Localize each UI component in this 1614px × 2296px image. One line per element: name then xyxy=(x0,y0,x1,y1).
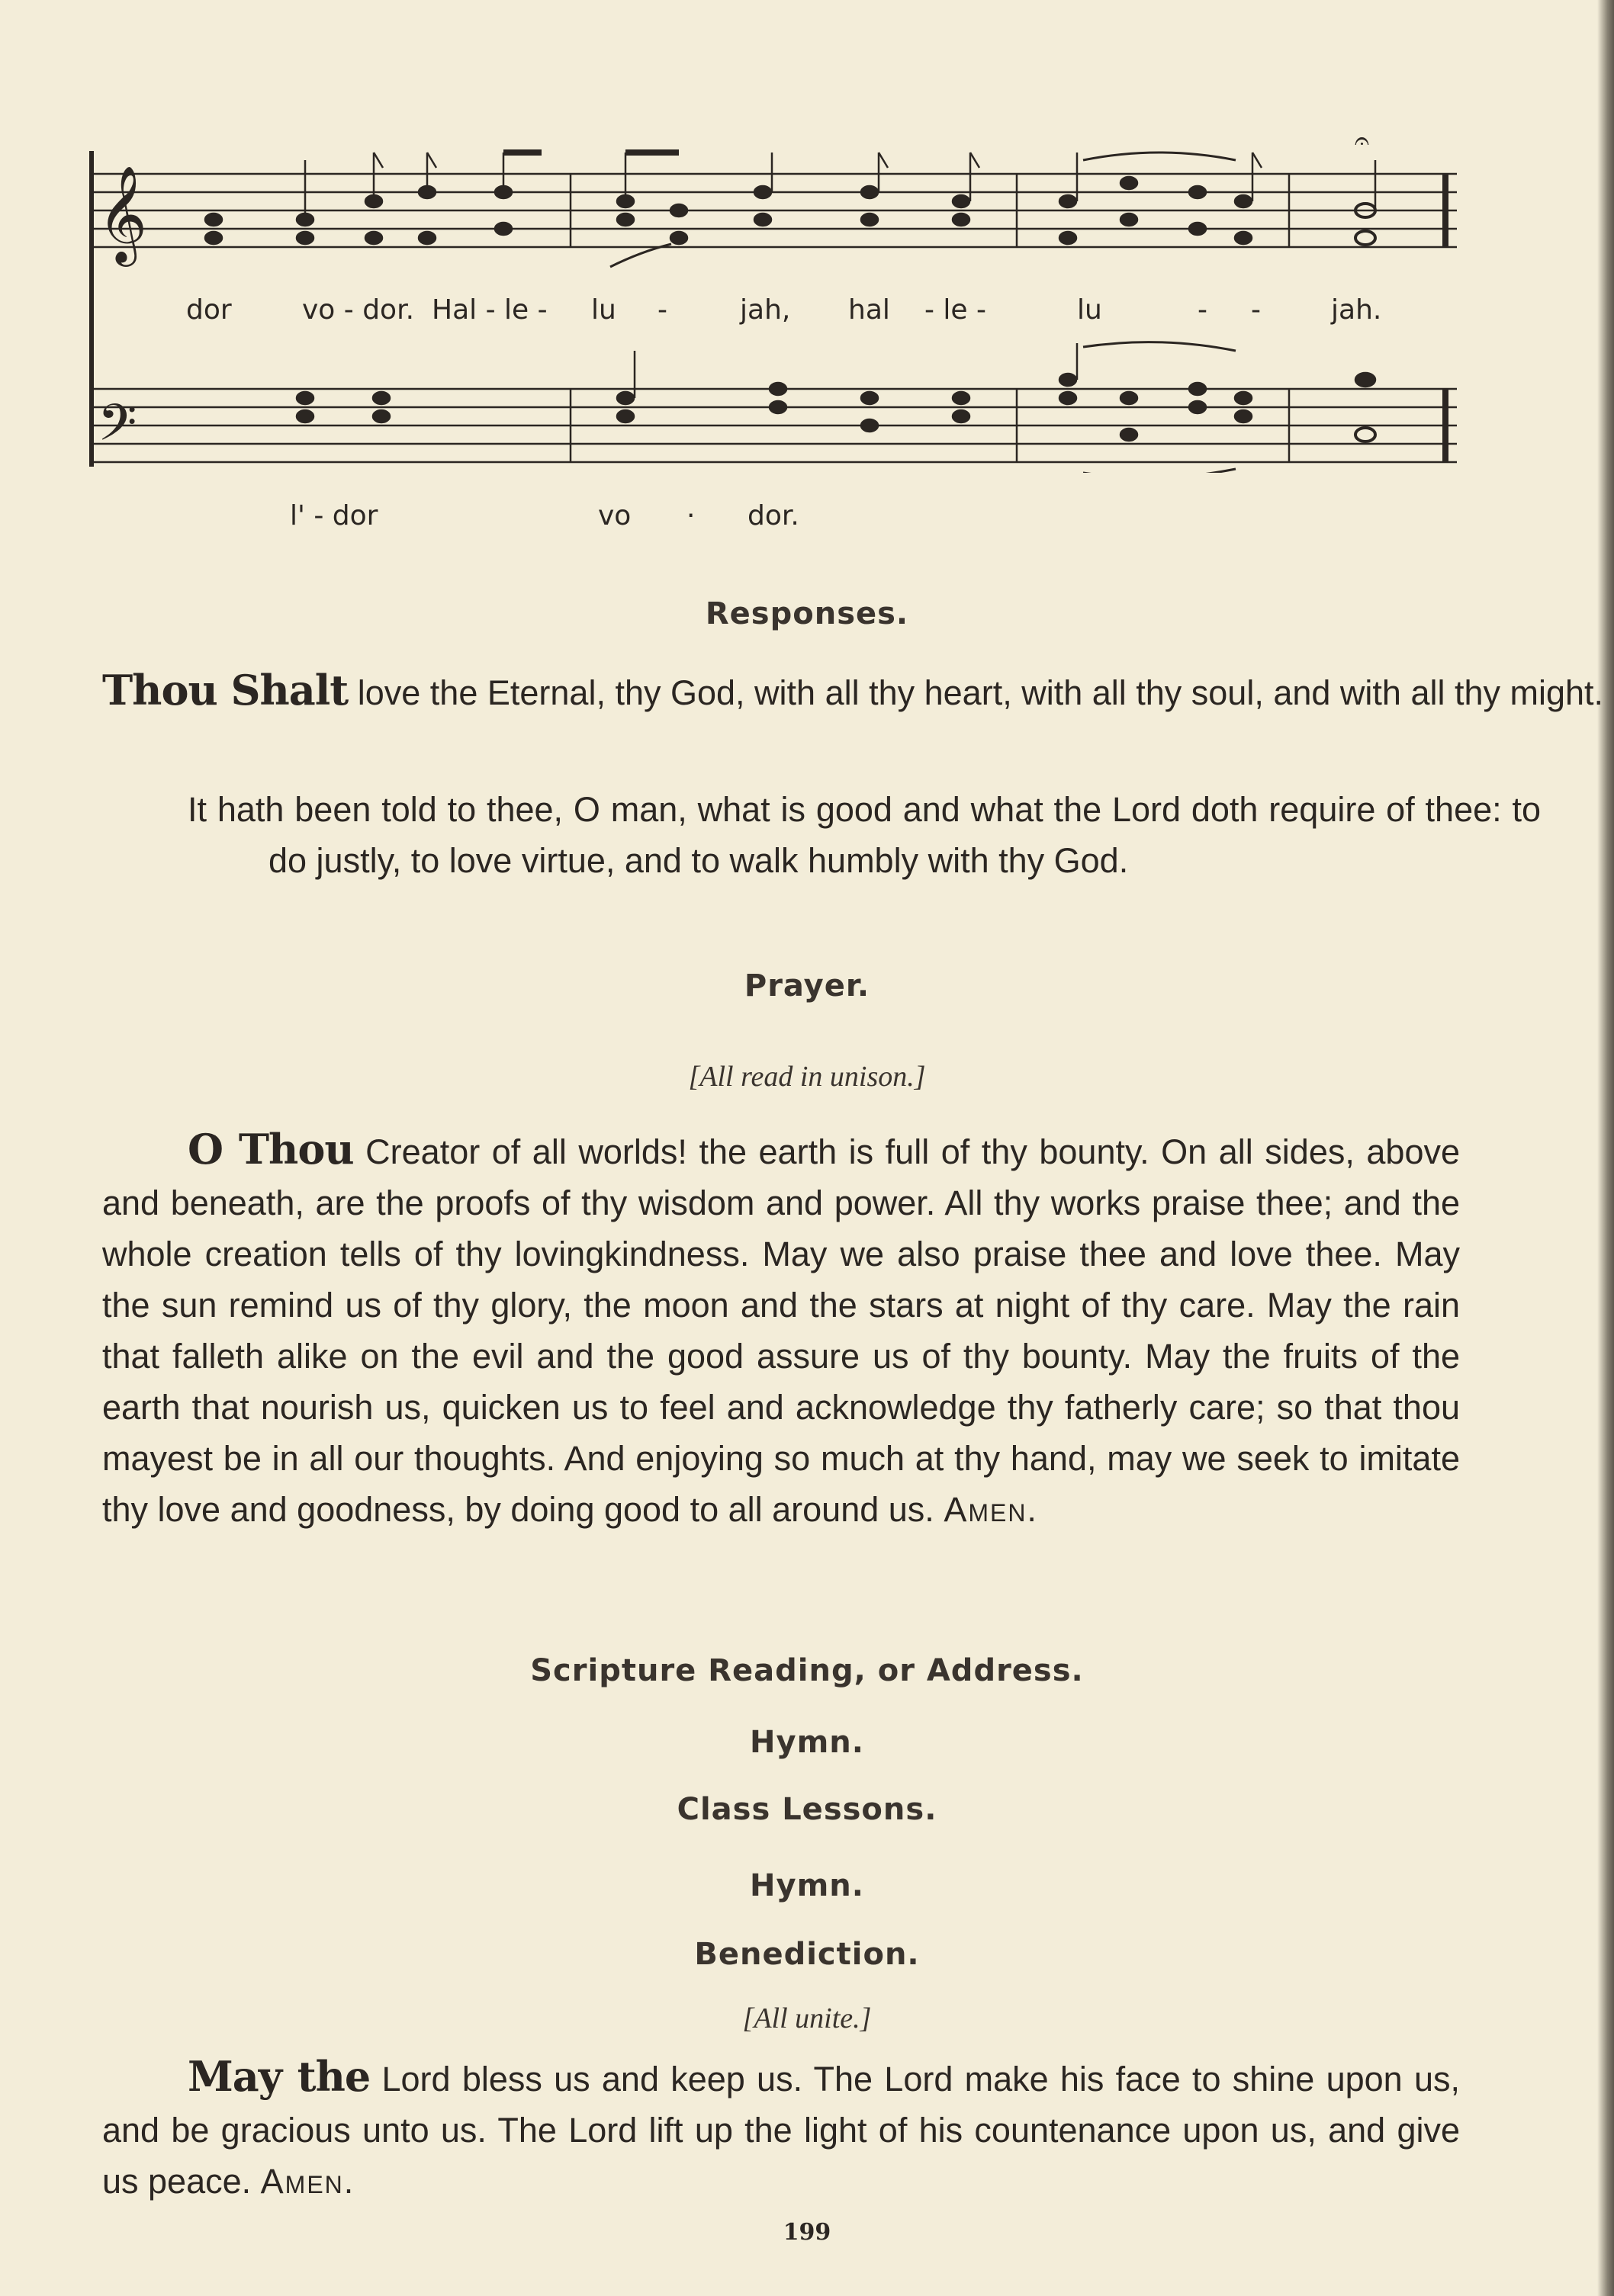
lyric: Hal - le - xyxy=(432,294,548,326)
responses-heading: Responses. xyxy=(705,596,909,631)
prayer-text: Creator of all worlds! the earth is full of thy bounty. On all sides, above and beneath, are the proofs of thy wisdom and power. All thy works praise thee; and the whole creation tells of thy lovingkindness. May we also praise thee and love thee. May the sun remind us of thy glory, the moon and the stars at night of thy care. May the rain that falleth alike on the evil and the good assure us of thy bounty. May the fruits of the earth that nourish us, quicken us to feel and acknowledge thy fatherly care; so that thou mayest be in all our thoughts. And enjoying so much at thy hand, may we seek to imitate thy love and goodness, by doing good to all around us. xyxy=(102,1132,1460,1529)
lyric: jah. xyxy=(1331,294,1382,326)
lyric: vo xyxy=(598,500,632,531)
svg-text:𝄞: 𝄞 xyxy=(98,165,148,262)
benediction-text: Lord bless us and keep us. The Lord make his face to shine upon us, and be gracious unto us. The Lord lift up the light of his countenance upon us, and give us peace. xyxy=(102,2060,1460,2201)
prayer-amen: Amen. xyxy=(944,1490,1038,1529)
svg-text:𝄐: 𝄐 xyxy=(1355,126,1369,156)
page-number: 199 xyxy=(783,2219,831,2246)
responses-text-2: It hath been told to thee, O man, what is good and what the Lord doth require of thee: to do justly, to love virtue, and to walk humbly with thy God. xyxy=(188,790,1541,880)
lyric: - xyxy=(1251,294,1261,326)
responses-text-1: love the Eternal, thy God, with all thy heart, with all thy soul, and with all thy might. xyxy=(357,673,1604,712)
hymn-heading: Hymn. xyxy=(750,1868,864,1903)
lyric: lu xyxy=(1077,294,1102,326)
prayer-paragraph xyxy=(102,1124,1460,1535)
lyric: - xyxy=(657,294,667,326)
prayer-rubric: [All read in unison.] xyxy=(688,1061,926,1093)
lyric: dor xyxy=(186,294,232,326)
lyric: · xyxy=(686,500,696,531)
lyric: lu xyxy=(591,294,616,326)
responses-paragraph-1 xyxy=(102,665,1614,718)
class-lessons-heading: Class Lessons. xyxy=(677,1792,937,1827)
lyric: - xyxy=(1198,294,1207,326)
benediction-paragraph xyxy=(102,2051,1460,2207)
benediction-amen: Amen. xyxy=(260,2162,355,2201)
lyric: jah, xyxy=(740,294,791,326)
lyric: hal xyxy=(848,294,890,326)
hymn-heading: Hymn. xyxy=(750,1725,864,1760)
benediction-heading: Benediction. xyxy=(694,1937,920,1972)
lyric: - le - xyxy=(924,294,987,326)
drop-words: Thou Shalt xyxy=(102,666,349,714)
prayer-heading: Prayer. xyxy=(744,968,870,1003)
benediction-rubric: [All unite.] xyxy=(742,2002,872,2034)
svg-text:𝄢: 𝄢 xyxy=(98,393,137,464)
lyric: l' - dor xyxy=(290,500,378,531)
responses-paragraph-2 xyxy=(188,784,1541,886)
drop-words: O Thou xyxy=(188,1125,354,1174)
lyric: vo - dor. xyxy=(302,294,415,326)
lyric: dor. xyxy=(748,500,799,531)
drop-words: May the xyxy=(188,2052,371,2101)
scripture-heading: Scripture Reading, or Address. xyxy=(530,1653,1084,1688)
